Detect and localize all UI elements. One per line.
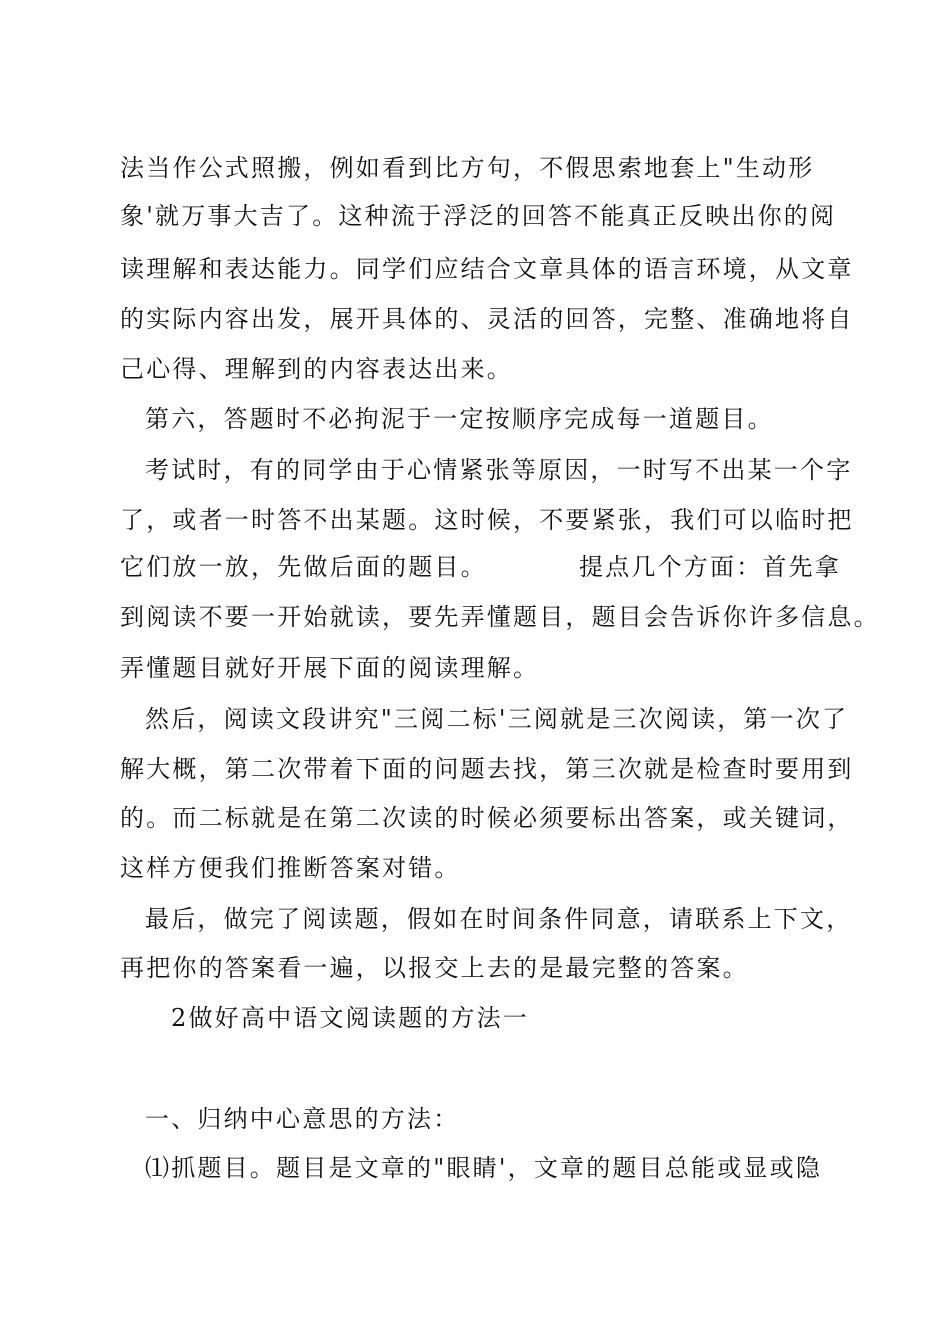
text-line: 然后，阅读文段讲究"三阅二标'三阅就是三次阅读，第一次了 (145, 705, 849, 733)
text-line: 再把你的答案看一遍，以报交上去的是最完整的答案。 (120, 954, 749, 982)
text-line: 的。而二标就是在第二次读的时候必须要标出答案，或关键词， (120, 804, 854, 832)
text-line: 这样方便我们推断答案对错。 (120, 854, 461, 882)
subsection-heading: 一、归纳中心意思的方法： (145, 1105, 460, 1133)
text-line: 它们放一放，先做后面的题目。 (120, 553, 487, 581)
text-line: 解大概，第二次带着下面的问题去找，第三次就是检查时要用到 (120, 755, 854, 783)
text-line: 象'就万事大吉了。这种流于浮泛的回答不能真正反映出你的阅 (120, 202, 837, 230)
text-line: 提点几个方面：首先拿 (579, 553, 841, 581)
text-line: 的实际内容出发，展开具体的、灵活的回答，完整、准确地将自 (120, 305, 854, 333)
text-line: 最后，做完了阅读题，假如在时间条件同意，请联系上下文， (145, 905, 853, 933)
text-line: 己心得、理解到的内容表达出来。 (120, 355, 513, 383)
text-line: 法当作公式照搬，例如看到比方句，不假思索地套上"生动形 (120, 154, 815, 182)
text-line: 了，或者一时答不出某题。这时候，不要紧张，我们可以临时把 (120, 506, 854, 534)
section-heading: 2做好高中语文阅读题的方法一 (171, 1004, 530, 1032)
text-line: ⑴抓题目。题目是文章的"眼睛'，文章的题目总能或显或隐 (145, 1154, 823, 1182)
text-line: 第六，答题时不必拘泥于一定按顺序完成每一道题目。 (145, 405, 774, 433)
text-line: 弄懂题目就好开展下面的阅读理解。 (120, 654, 540, 682)
text-line: 到阅读不要一开始就读，要先弄懂题目，题目会告诉你许多信息。 (120, 603, 880, 631)
text-line: 考试时，有的同学由于心情紧张等原因，一时写不出某一个字 (145, 456, 853, 484)
text-line: 读理解和表达能力。同学们应结合文章具体的语言环境，从文章 (120, 255, 854, 283)
